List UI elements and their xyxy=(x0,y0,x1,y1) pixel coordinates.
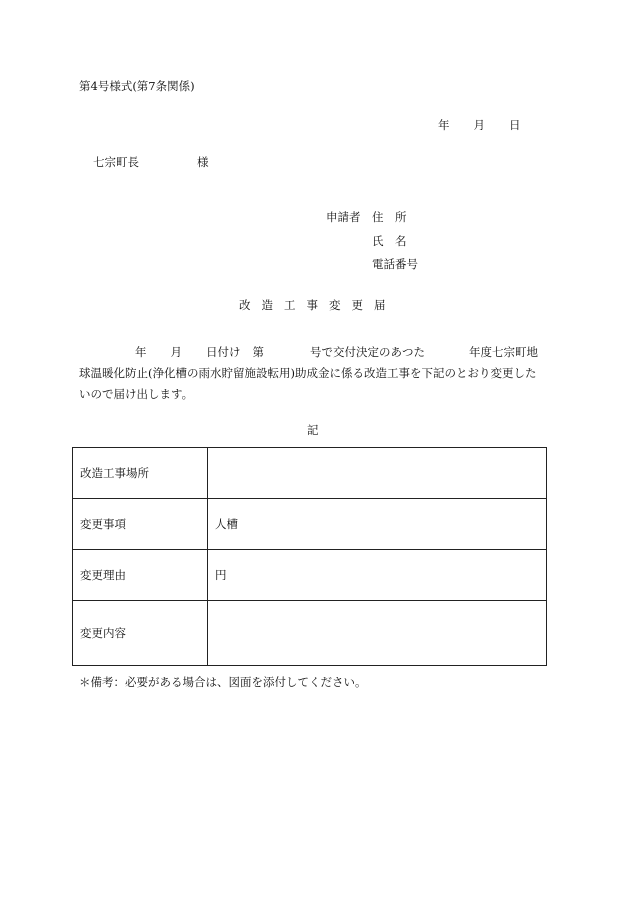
body-month: 月 xyxy=(170,345,182,359)
row-label: 改造工事場所 xyxy=(73,448,208,499)
body-year: 年 xyxy=(135,345,147,359)
document-title xyxy=(239,300,386,312)
addressee xyxy=(93,157,209,169)
body-text xyxy=(79,342,555,405)
body-line-2: 球温暖化防止(浄化槽の雨水貯留施設転用)助成金に係る改造工事を下記のとおり変更した xyxy=(79,366,537,380)
title-char: 届 xyxy=(374,298,386,312)
row-value: 人槽 xyxy=(208,499,547,550)
form-number: 第4号様式(第7条関係) xyxy=(79,79,195,93)
body-line-1 xyxy=(79,342,555,363)
date-month: 月 xyxy=(473,118,485,132)
date-day: 日 xyxy=(509,118,521,132)
date-line xyxy=(438,120,521,132)
title-char: 変 xyxy=(329,298,341,312)
body-decision: 号で交付決定のあつた xyxy=(310,345,425,359)
row-value xyxy=(208,448,547,499)
table-row xyxy=(73,601,547,666)
address-label: 住 所 xyxy=(372,210,407,224)
body-number-prefix: 第 xyxy=(252,345,264,359)
date-year: 年 xyxy=(438,118,450,132)
addressee-name: 七宗町長 xyxy=(93,155,139,169)
table-row xyxy=(73,550,547,601)
phone-label: 電話番号 xyxy=(372,257,418,271)
applicant-label: 申請者 xyxy=(326,210,361,224)
detail-table xyxy=(72,447,547,666)
body-date-suffix: 日付け xyxy=(206,345,241,359)
row-value: 円 xyxy=(208,550,547,601)
row-label: 変更事項 xyxy=(73,499,208,550)
title-char: 更 xyxy=(351,298,363,312)
note: ＊備考：必要がある場合は、図面を添付してください。 xyxy=(79,675,367,689)
title-char: 事 xyxy=(306,298,318,312)
title-char: 造 xyxy=(261,298,273,312)
row-label: 変更理由 xyxy=(73,550,208,601)
row-label: 変更内容 xyxy=(73,601,208,666)
title-char: 工 xyxy=(284,298,296,312)
table-row xyxy=(73,448,547,499)
body-fiscal-year: 年度七宗町地 xyxy=(469,345,538,359)
row-value xyxy=(208,601,547,666)
addressee-honorific: 様 xyxy=(197,155,209,169)
body-line-3: いので届け出します。 xyxy=(79,387,194,401)
title-char: 改 xyxy=(239,298,251,312)
name-label: 氏 名 xyxy=(372,234,407,248)
table-row xyxy=(73,499,547,550)
ki-label: 記 xyxy=(307,423,319,437)
